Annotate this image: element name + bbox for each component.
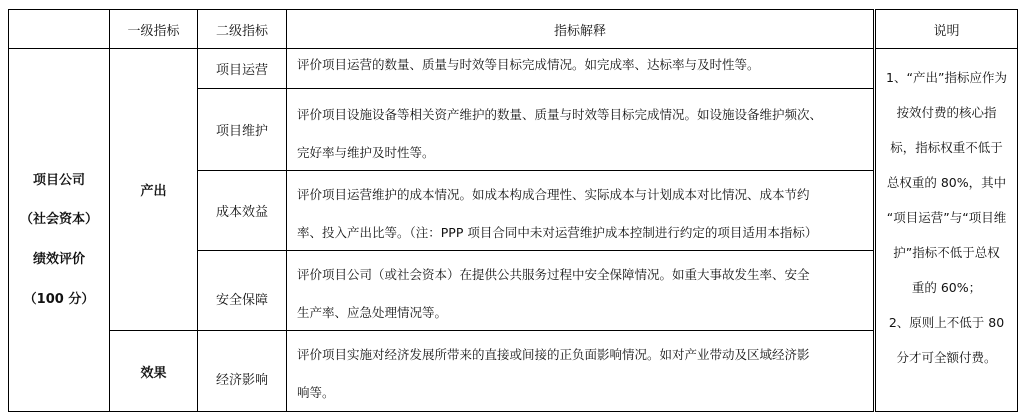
table-bottom-border-right <box>875 411 1018 412</box>
desc-safety-line-1: 评价项目公司（或社会资本）在提供公共服务过程中安全保障情况。如重大事故发生率、安全 <box>297 267 810 282</box>
level2-maintenance: 项目维护 <box>215 124 268 139</box>
row-divider-1 <box>197 88 873 89</box>
note-line-7: 重的 60%； <box>911 280 982 295</box>
level1-output: 产出 <box>140 184 167 199</box>
subject-line-3: 绩效评价 <box>32 252 85 267</box>
level1-effect: 效果 <box>140 365 167 381</box>
header-notes: 说明 <box>933 23 960 39</box>
col-border-4 <box>873 9 874 412</box>
level2-safety-label: 安全保障 <box>215 293 268 308</box>
subject-line-4: （100 分） <box>23 292 95 307</box>
desc-economic <box>287 340 873 408</box>
desc-economic-line-1: 评价项目实施对经济发展所带来的直接或间接的正负面影响情况。如对产业带动及区域经济影 <box>297 347 810 362</box>
header-level1: 一级指标 <box>127 23 180 39</box>
note-line-8: 2、原则上不低于 80 <box>888 315 1005 330</box>
desc-cost-benefit-line-1: 评价项目运营维护的成本情况。如成本构成合理性、实际成本与计划成本对比情况、成本节约 <box>297 187 810 202</box>
notes-cell <box>876 60 1017 375</box>
level2-economic-label: 经济影响 <box>215 373 268 388</box>
header-level2: 二级指标 <box>215 23 268 39</box>
row-divider-2 <box>197 170 873 171</box>
level2-cost-benefit: 成本效益 <box>215 205 268 220</box>
desc-safety-line-2: 生产率、应急处理情况等。 <box>297 305 448 320</box>
desc-maintenance-line-1: 评价项目设施设备等相关资产维护的数量、质量与时效等目标完成情况。如设施设备维护频次、 <box>297 107 823 122</box>
note-line-5: “项目运营”与“项目维 <box>886 210 1007 225</box>
desc-maintenance-line-2: 完好率与维护及时性等。 <box>297 145 435 160</box>
col-border-6 <box>1017 9 1018 412</box>
note-line-2: 按效付费的核心指 <box>896 105 997 120</box>
desc-operation <box>287 58 873 80</box>
desc-cost-benefit <box>287 180 873 248</box>
note-line-3: 标，指标权重不低于 <box>890 140 1003 155</box>
subject-line-1: 项目公司 <box>32 173 85 188</box>
note-line-6: 护”指标不低于总权 <box>893 245 1000 260</box>
desc-cost-benefit-line-2: 率、投入产出比等。（注：PPP 项目合同中未对运营维护成本控制进行约定的项目适用本指标） <box>297 225 818 240</box>
subject-line-2: （社会资本） <box>19 212 98 227</box>
desc-operation-line-1: 评价项目运营的数量、质量与时效等目标完成情况。如完成率、达标率与及时性等。 <box>297 57 760 72</box>
level2-economic <box>198 331 286 411</box>
header-blank <box>9 10 109 48</box>
evaluation-subject-cell <box>9 49 109 411</box>
desc-economic-line-2: 响等。 <box>297 385 335 400</box>
note-line-4: 总权重的 80%，其中 <box>886 175 1007 190</box>
desc-safety <box>287 260 873 328</box>
level2-safety <box>198 251 286 330</box>
header-explanation: 指标解释 <box>553 23 606 39</box>
desc-maintenance <box>287 100 873 168</box>
note-line-1: 1、“产出”指标应作为 <box>886 70 1007 85</box>
note-line-9: 分才可全额付费。 <box>896 350 997 365</box>
header-bottom-border-right <box>875 48 1018 49</box>
row-divider-3 <box>197 250 873 251</box>
table-bottom-border <box>8 411 873 412</box>
level2-operation: 项目运营 <box>215 63 268 78</box>
